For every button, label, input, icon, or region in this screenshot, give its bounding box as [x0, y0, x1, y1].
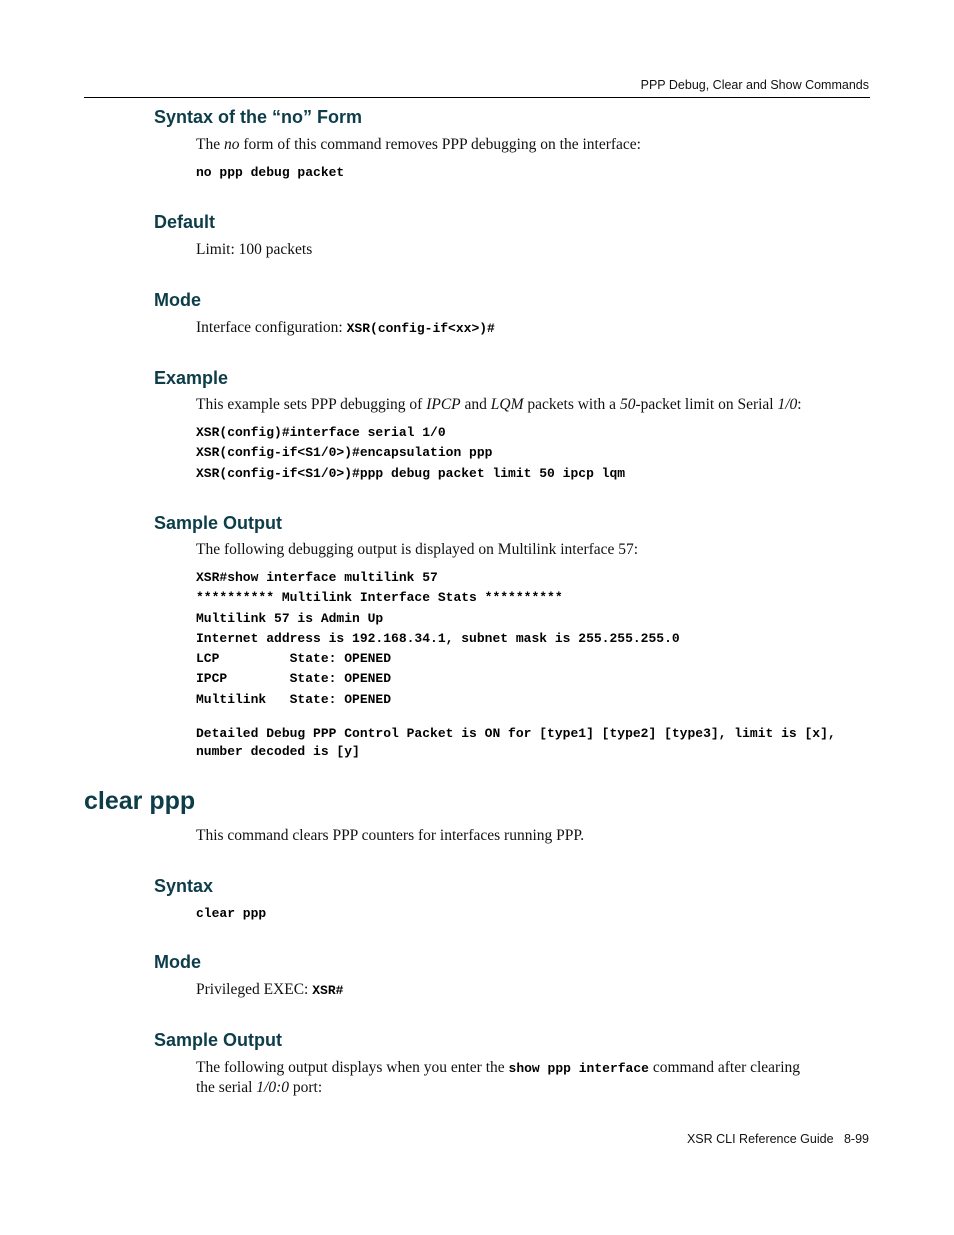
example-t5: :	[797, 396, 802, 413]
mode-prompt-code: XSR(config-if<xx>)#	[346, 321, 495, 336]
example-e1: IPCP	[426, 396, 461, 413]
sample-output-debug-block	[196, 725, 836, 761]
example-e2: LQM	[490, 396, 524, 413]
heading-mode-2: Mode	[154, 952, 201, 972]
example-t1: This example sets PPP debugging of	[196, 396, 427, 413]
mode-description	[196, 318, 495, 338]
heading-default: Default	[154, 212, 216, 232]
sample-output-description: The following debugging output is displayed on Multilink interface 57:	[196, 541, 639, 558]
mode-2-text: Privileged EXEC:	[196, 981, 313, 998]
example-code-block	[196, 423, 625, 484]
code-line: Internet address is 192.168.34.1, subnet mask is 255.255.255.0	[196, 630, 680, 646]
code-line: number decoded is [y]	[196, 744, 360, 759]
mode-text: Interface configuration:	[196, 319, 347, 336]
heading-example: Example	[154, 368, 229, 388]
syntax-no-text-post: form of this command removes PPP debugging on the interface:	[239, 136, 641, 153]
sample2-e1: 1/0:0	[256, 1079, 289, 1096]
sample-output-2-description	[196, 1058, 800, 1097]
code-line: Detailed Debug PPP Control Packet is ON for [type1] [type2] [type3], limit is [x],	[196, 726, 836, 741]
sample-output-2-line-1	[196, 1058, 800, 1078]
page-footer	[687, 1132, 869, 1146]
example-description	[196, 395, 802, 414]
sample-output-2-line-2	[196, 1078, 800, 1097]
running-header: PPP Debug, Clear and Show Commands	[640, 78, 869, 92]
footer-page-number: 8-99	[843, 1132, 869, 1146]
syntax-no-form-description	[196, 135, 641, 154]
code-line: Multilink State: OPENED	[196, 691, 392, 707]
code-no-ppp-debug: no ppp debug packet	[196, 165, 345, 180]
example-t4: -packet limit on Serial	[635, 396, 778, 413]
code-line: ********** Multilink Interface Stats **********	[196, 590, 563, 606]
sample-output-code-block	[196, 568, 680, 710]
sample2-t4: port:	[288, 1079, 323, 1096]
mode-2-prompt-code: XSR#	[312, 983, 344, 998]
sample2-t2: command after clearing	[648, 1059, 801, 1076]
code-line: XSR(config-if<S1/0>)#encapsulation ppp	[196, 445, 493, 461]
code-line: IPCP State: OPENED	[196, 671, 392, 687]
default-text: Limit: 100 packets	[196, 241, 313, 258]
clear-ppp-description: This command clears PPP counters for interfaces running PPP.	[196, 827, 585, 844]
code-line: LCP State: OPENED	[196, 651, 392, 667]
header-rule	[84, 97, 870, 98]
heading-syntax: Syntax	[154, 876, 214, 896]
mode-2-description	[196, 980, 343, 1000]
code-line: XSR#show interface multilink 57	[196, 570, 438, 585]
sample2-c1: show ppp interface	[508, 1061, 649, 1076]
example-t2: and	[460, 396, 491, 413]
heading-syntax-no-form: Syntax of the “no” Form	[154, 107, 363, 127]
example-e4: 1/0	[777, 396, 798, 413]
syntax-no-text-pre: The	[196, 136, 224, 153]
command-title-clear-ppp: clear ppp	[84, 787, 196, 815]
example-e3: 50	[619, 396, 636, 413]
code-clear-ppp: clear ppp	[196, 906, 267, 921]
code-line: XSR(config)#interface serial 1/0	[196, 425, 446, 440]
syntax-no-text-em: no	[223, 136, 240, 153]
heading-mode: Mode	[154, 290, 201, 310]
heading-sample-output: Sample Output	[154, 513, 283, 533]
code-line: Multilink 57 is Admin Up	[196, 610, 384, 626]
sample2-t3: the serial	[196, 1079, 257, 1096]
example-t3: packets with a	[523, 396, 620, 413]
sample2-t1: The following output displays when you enter the	[196, 1059, 509, 1076]
footer-guide-title: XSR CLI Reference Guide	[686, 1132, 834, 1146]
code-line: XSR(config-if<S1/0>)#ppp debug packet limit 50 ipcp lqm	[196, 465, 626, 481]
heading-sample-output-2: Sample Output	[154, 1030, 283, 1050]
